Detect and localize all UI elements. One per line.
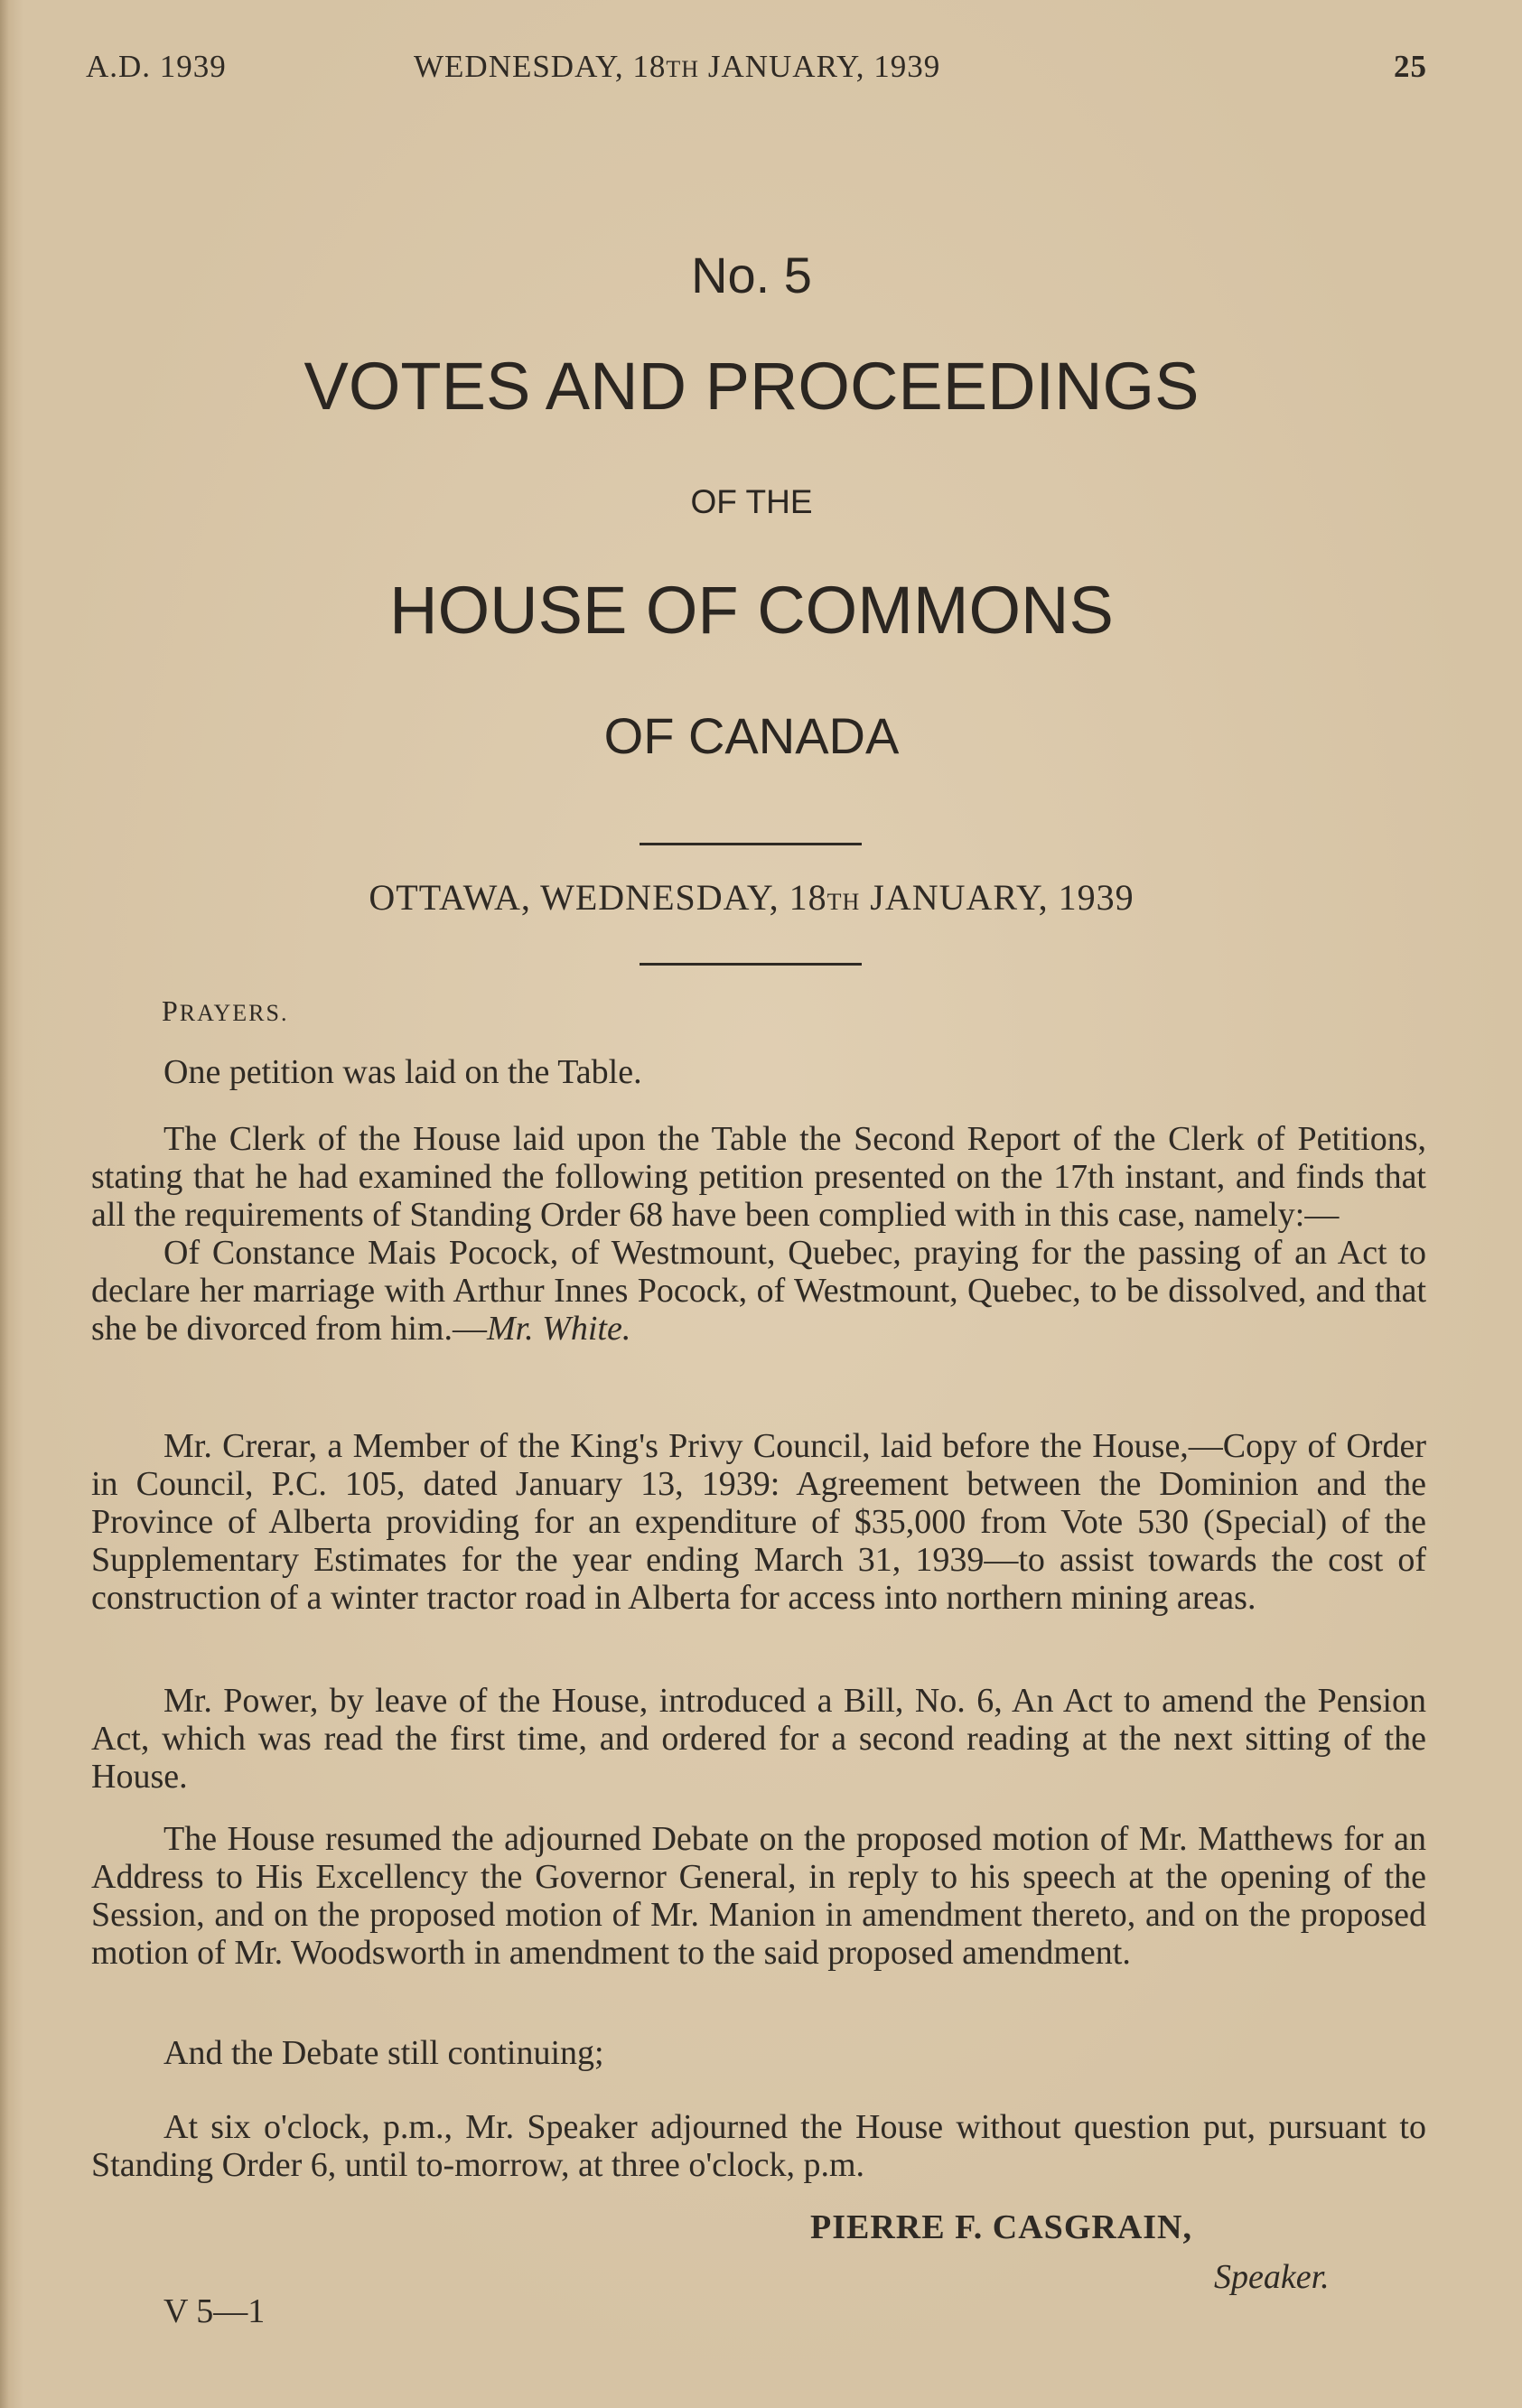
- divider-rule: [640, 843, 862, 845]
- divider-rule: [640, 963, 862, 966]
- paragraph: [91, 1120, 1426, 1348]
- paragraph: [91, 2108, 1426, 2184]
- running-head: [86, 49, 1427, 94]
- page-number: 25: [1394, 49, 1427, 84]
- paragraph-text: Mr. Power, by leave of the House, introduced a Bill, No. 6, An Act to amend the Pension Act, which was read the first time, and ordered for a second reading at the next sitting of the House.: [91, 1682, 1426, 1796]
- paragraph-text: The Clerk of the House laid upon the Table the Second Report of the Clerk of Petitions, stating that he had examined the following petition presented on the 17th instant, and finds that all the requirements of Standing Order 68 have been complied with in this case, namely:—: [91, 1120, 1426, 1234]
- footer-code: V 5—1: [163, 2292, 266, 2330]
- petition-member: Mr. White.: [486, 1310, 631, 1348]
- title-of-canada: OF CANADA: [603, 707, 900, 764]
- paragraph-text: At six o'clock, p.m., Mr. Speaker adjourned the House without question put, pursuant to Standing Order 6, until to-morrow, at three o'clock, p.m.: [91, 2108, 1426, 2184]
- dateline-suffix: TH: [826, 889, 861, 915]
- prayers-heading: PRAYERS.: [162, 994, 289, 1027]
- paragraph-text: One petition was laid on the Table.: [163, 1053, 642, 1091]
- paragraph-text: Mr. Crerar, a Member of the King's Privy Council, laid before the House,—Copy of Order in Council, P.C. 105, dated January 13, 1939: Agreement between the Dominion and the Province of Alberta providing for an expenditure of $35,000 from Vote 530 (Special) of the Supplementary Estimates for the year ending March 31, 1939—to assist towards the cost of construction of a winter tractor road in Alberta for access into northern mining areas.: [91, 1427, 1426, 1617]
- dateline-post: JANUARY, 1939: [860, 877, 1134, 918]
- document-title: VOTES AND PROCEEDINGS: [303, 349, 1200, 424]
- dateline: [0, 876, 1503, 919]
- paragraph-text: And the Debate still continuing;: [163, 2034, 604, 2072]
- header-date-post: JANUARY, 1939: [699, 49, 941, 84]
- paragraph-text: The House resumed the adjourned Debate on the proposed motion of Mr. Matthews for an Address to His Excellency the Governor General, in reply to his speech at the opening of the Session, and on the proposed motion of Mr. Manion in amendment thereto, and on the proposed motion of Mr. Woodsworth in amendment to the said proposed amendment.: [91, 1820, 1426, 1972]
- paragraph: [91, 1053, 1426, 1091]
- paragraph: [91, 1682, 1426, 1796]
- document-number: No. 5: [691, 247, 812, 303]
- paragraph: [91, 1427, 1426, 1617]
- dateline-pre: OTTAWA, WEDNESDAY, 18: [369, 877, 827, 918]
- header-date-suffix: TH: [666, 56, 700, 82]
- title-house: HOUSE OF COMMONS: [389, 573, 1114, 648]
- signature-title: Speaker.: [1214, 2258, 1330, 2296]
- petition-text: Of Constance Mais Pocock, of Westmount, Quebec, praying for the passing of an Act to declare her marriage with Arthur Innes Pocock, of Westmount, Quebec, to be dissolved, and that she be divorced from him.—: [91, 1234, 1426, 1348]
- title-of-the: OF THE: [690, 483, 813, 520]
- paragraph: [91, 1820, 1426, 1972]
- header-date: [414, 49, 940, 85]
- header-year: A.D. 1939: [86, 49, 227, 84]
- prayers-smallcaps: RAYERS.: [179, 1000, 289, 1026]
- paragraph-text: [91, 1234, 1426, 1348]
- paragraph: [91, 2034, 1426, 2072]
- header-date-pre: WEDNESDAY, 18: [414, 49, 667, 84]
- signature-name: PIERRE F. CASGRAIN,: [810, 2208, 1192, 2246]
